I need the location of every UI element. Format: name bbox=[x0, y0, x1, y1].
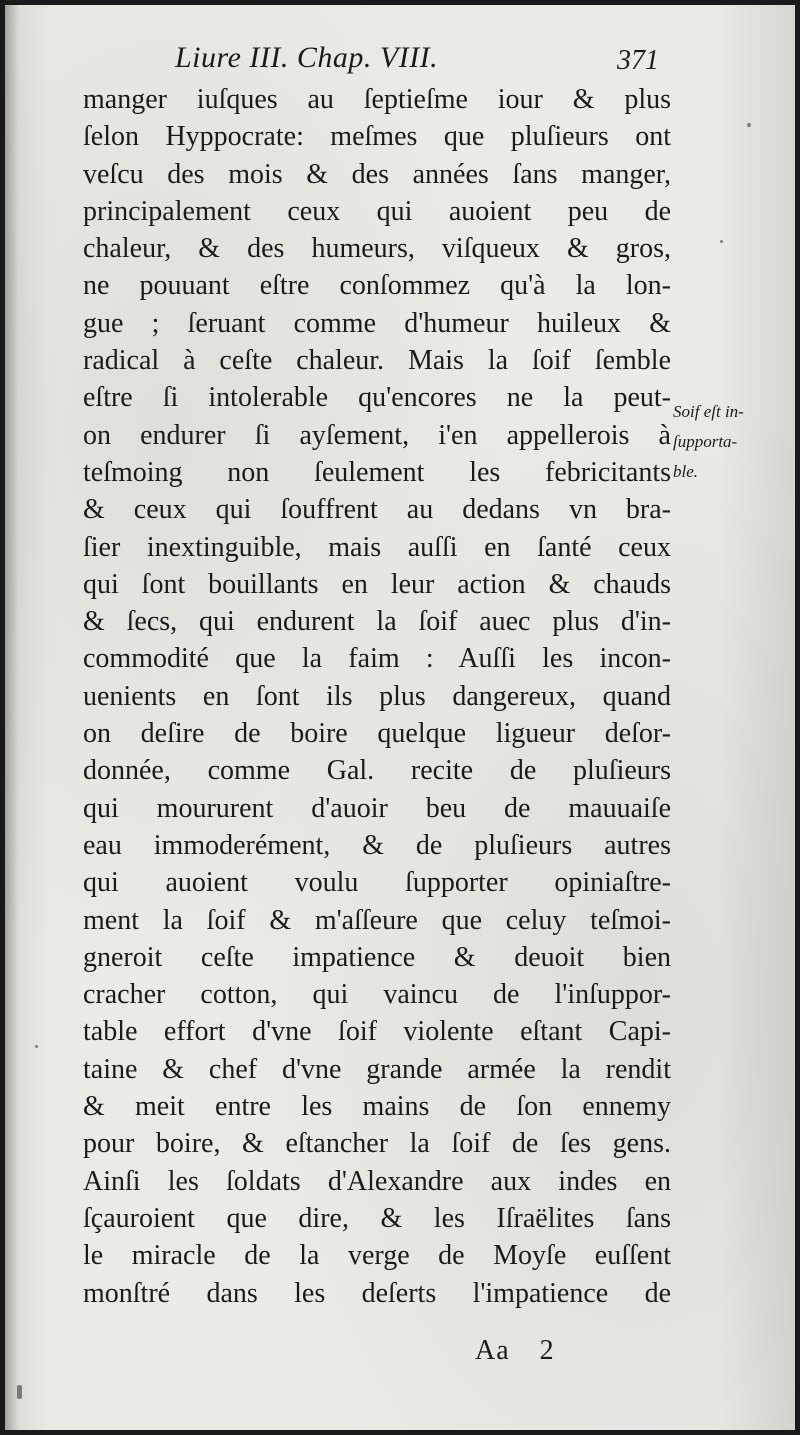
text-line: on endurer ſi ayſement, i'en appellerois à bbox=[83, 419, 671, 451]
text-line: veſcu des mois & des années ſans manger, bbox=[83, 158, 671, 190]
text-line: taine & chef d'vne grande armée la rendit bbox=[83, 1053, 671, 1085]
text-line: ſier inextinguible, mais auſſi en ſanté ceux bbox=[83, 531, 671, 563]
page-number: 371 bbox=[617, 45, 659, 76]
text-line: eſtre ſi intolerable qu'encores ne la peut- bbox=[83, 382, 671, 414]
running-head: Liure III. Chap. VIII. bbox=[175, 41, 439, 74]
text-line: commodité que la faim : Auſſi les incon- bbox=[83, 643, 671, 675]
text-line: table effort d'vne ſoif violente eſtant Capi- bbox=[83, 1016, 671, 1048]
text-line: manger iuſques au ſeptieſme iour & plus bbox=[83, 84, 671, 115]
body-text bbox=[83, 81, 671, 1312]
text-line: teſmoing non ſeulement les febricitants bbox=[83, 456, 671, 488]
book-page bbox=[5, 5, 795, 1430]
text-line: & ceux qui ſouffrent au dedans vn bra- bbox=[83, 494, 671, 526]
text-line: ſelon Hyppocrate: meſmes que pluſieurs ont bbox=[83, 121, 671, 153]
text-line: monſtré dans les deſerts l'impatience de bbox=[83, 1277, 671, 1309]
margin-note-line: Soif eſt in- bbox=[673, 402, 744, 421]
page-gutter-shadow bbox=[5, 5, 19, 1430]
text-line: le miracle de la verge de Moyſe euſſent bbox=[83, 1240, 671, 1272]
margin-note-line: ſupporta- bbox=[673, 432, 738, 451]
text-line: chaleur, & des humeurs, viſqueux & gros, bbox=[83, 233, 671, 265]
text-line: principalement ceux qui auoient peu de bbox=[83, 195, 671, 227]
text-line: eau immoderément, & de pluſieurs autres bbox=[83, 829, 671, 861]
margin-note-line: ble. bbox=[673, 462, 699, 481]
ink-speck bbox=[747, 123, 751, 127]
text-line: uenients en ſont ils plus dangereux, quand bbox=[83, 680, 671, 712]
signature-mark: Aa 2 bbox=[475, 1335, 555, 1366]
ink-speck bbox=[720, 240, 723, 243]
text-line: qui ſont bouillants en leur action & chauds bbox=[83, 568, 671, 600]
margin-note bbox=[673, 397, 793, 487]
ink-speck bbox=[17, 1385, 22, 1399]
text-line: Ainſi les ſoldats d'Alexandre aux indes en bbox=[83, 1165, 671, 1197]
text-line: ne pouuant eſtre conſommez qu'à la lon- bbox=[83, 270, 671, 302]
text-line: qui auoient voulu ſupporter opiniaſtre- bbox=[83, 867, 671, 899]
text-line: radical à ceſte chaleur. Mais la ſoif ſemble bbox=[83, 345, 671, 377]
text-line: qui moururent d'auoir beu de mauuaiſe bbox=[83, 792, 671, 824]
text-line: ment la ſoif & m'aſſeure que celuy teſmoi- bbox=[83, 904, 671, 936]
text-line: cracher cotton, qui vaincu de l'inſuppor- bbox=[83, 979, 671, 1011]
text-line: donnée, comme Gal. recite de pluſieurs bbox=[83, 755, 671, 787]
ink-speck bbox=[35, 1045, 38, 1048]
text-line: pour boire, & eſtancher la ſoif de ſes gens. bbox=[83, 1128, 671, 1160]
text-line: gneroit ceſte impatience & deuoit bien bbox=[83, 941, 671, 973]
text-line: & meit entre les mains de ſon ennemy bbox=[83, 1091, 671, 1123]
text-line: on deſire de boire quelque ligueur deſor- bbox=[83, 718, 671, 750]
text-line: ſçauroient que dire, & les Iſraëlites ſans bbox=[83, 1202, 671, 1234]
text-line: & ſecs, qui endurent la ſoif auec plus d'in- bbox=[83, 606, 671, 638]
text-line: gue ; ſeruant comme d'humeur huileux & bbox=[83, 307, 671, 339]
